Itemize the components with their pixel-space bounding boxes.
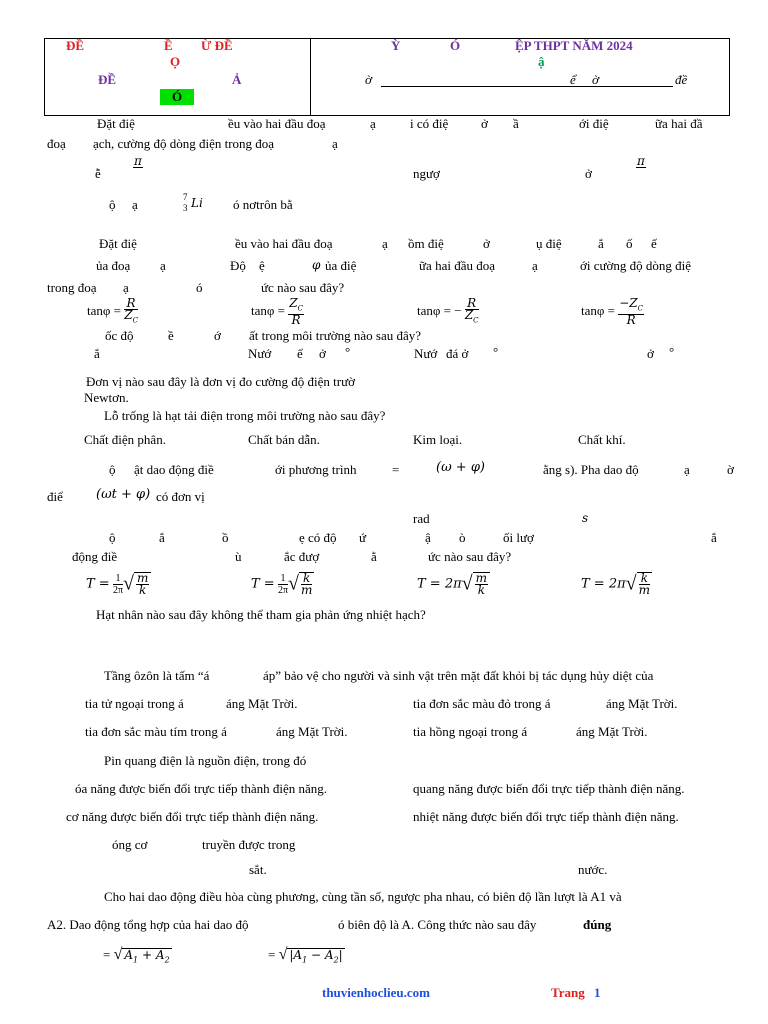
text: Nướ — [414, 346, 438, 361]
text: áp” bảo vệ cho người và sinh vật trên mặt đất khỏi bị tác dụng hủy diệt của — [263, 668, 654, 683]
option: sắt. — [249, 862, 267, 877]
option: Kim loại. — [413, 432, 463, 447]
frac-den: m — [638, 583, 651, 597]
phase-expression: (ω + φ) — [436, 460, 486, 475]
text: ở — [483, 236, 490, 251]
option: cơ năng được biến đổi trực tiếp thành điện năng. — [66, 809, 319, 824]
text: ắ — [159, 530, 165, 545]
option-tan-d — [581, 298, 644, 326]
plus-a: + A — [141, 948, 165, 962]
option: rad — [413, 511, 430, 526]
t-label: T = 2π — [417, 576, 462, 592]
text: ố — [626, 236, 633, 251]
text: ều vào hai đầu đoạ — [235, 236, 333, 251]
frac-den: 2π — [277, 584, 289, 596]
option: áng Mặt Trời. — [276, 724, 348, 739]
header-left-1a: ĐỀ — [66, 38, 85, 53]
text: ẹ có độ — [299, 530, 337, 545]
frac-num: k — [301, 573, 312, 585]
t-label: T = 2π — [581, 576, 626, 592]
text: truyền được trong — [202, 837, 296, 852]
header-right-3d: đề — [675, 72, 688, 87]
text: ắ — [94, 346, 100, 361]
text: ều vào hai đầu đoạ — [228, 116, 326, 131]
sub: 2 — [333, 955, 339, 965]
text: ậ — [425, 530, 431, 545]
abs-bar: | — [338, 948, 343, 962]
eq: = — [268, 947, 276, 962]
option: Chất điện phân. — [84, 432, 166, 447]
a: A — [124, 948, 134, 962]
text: Newtơn. — [84, 390, 129, 405]
header-left-2: Ọ — [170, 54, 181, 69]
text: ó biên độ là A. Công thức nào sau đây — [338, 917, 537, 932]
text: ệ — [259, 258, 265, 273]
text: = — [392, 462, 400, 477]
text: ạ — [370, 116, 376, 131]
frac-num: R — [124, 298, 138, 310]
zc: Z — [464, 308, 474, 322]
mass-number: 7 — [183, 192, 188, 202]
text: A2. Dao động tổng hợp của hai dao độ — [47, 917, 249, 932]
text: Hạt nhân nào sau đây không thể tham gia phản ứng nhiệt hạch? — [96, 607, 426, 622]
frac-den: k — [477, 583, 485, 597]
text: ồ — [222, 530, 229, 545]
frac-den — [465, 310, 479, 326]
frac-num: m — [475, 571, 488, 585]
text: động điề — [72, 549, 118, 564]
option: áng Mặt Trời. — [606, 696, 678, 711]
math-frac — [636, 156, 646, 179]
option-period-d: T = 2π√ $\frac{k}{m}$ — [581, 571, 651, 597]
text: trong đoạ — [47, 280, 97, 295]
text: ạ — [684, 462, 690, 477]
text: ật dao động điề — [134, 462, 214, 477]
frac-num: k — [639, 573, 650, 585]
text: ù — [235, 549, 242, 564]
header-right-1b: Ó — [450, 38, 461, 53]
footer-page-label: Trang — [551, 985, 585, 1000]
text: Lỗ trống là hạt tải điện trong môi trường nào sau đây? — [104, 408, 386, 423]
text: ế — [651, 236, 657, 251]
text: ồm điệ — [408, 236, 444, 251]
phase-expression: (ωt + φ) — [96, 487, 151, 502]
option: nước. — [578, 862, 608, 877]
text: ó — [196, 280, 203, 295]
text: ắ — [711, 530, 717, 545]
text: đoạ — [47, 136, 66, 151]
text: ầ — [513, 116, 519, 131]
sub: 2 — [164, 955, 170, 965]
text: i có điệ — [410, 116, 449, 131]
sqrt-content — [287, 948, 344, 966]
option-tan-a — [87, 298, 138, 326]
text: ữa hai đầu đoạ — [419, 258, 495, 273]
frac-den: R — [626, 313, 636, 328]
frac-den — [124, 310, 138, 326]
degree: ° — [345, 344, 351, 359]
header-right-1a: Ỳ — [391, 38, 401, 53]
option: áng Mặt Trời. — [226, 696, 298, 711]
text: ắ — [598, 236, 604, 251]
zc: Z — [124, 308, 133, 322]
atomic-number: 3 — [183, 203, 188, 213]
option: óa năng được biến đổi trực tiếp thành điện năng. — [75, 781, 328, 796]
footer-page-number: 1 — [594, 985, 601, 1000]
sub: 1 — [133, 955, 139, 965]
phi-symbol: φ — [312, 258, 321, 272]
header-left-3b: Ả — [232, 72, 242, 87]
text: ngượ — [413, 166, 440, 181]
frac-den: R — [291, 313, 301, 328]
tan-label: tanφ = — [251, 303, 285, 319]
text: ạ — [132, 197, 138, 212]
tan-label: tanφ = — [87, 303, 121, 319]
minus-a: − A — [311, 948, 334, 962]
text: ụ điệ — [536, 236, 562, 251]
header-right-2: ậ — [538, 54, 545, 69]
text: ó nơtrôn bằ — [233, 197, 293, 212]
zc: Z — [289, 296, 298, 310]
option: nhiệt năng được biến đổi trực tiếp thành điện năng. — [413, 809, 679, 824]
text: ạ — [160, 258, 166, 273]
frac-den: k — [139, 583, 147, 597]
text: ủa đoạ — [96, 258, 131, 273]
header-right-1c: ỆP THPT NĂM 2024 — [515, 38, 633, 53]
text: ộ — [109, 197, 116, 212]
text: ở — [647, 346, 654, 361]
neg-zc: −Z — [619, 296, 638, 310]
option: tia hồng ngoại trong á — [413, 724, 528, 739]
header-right-3a: ờ — [365, 72, 372, 87]
text: ở — [319, 346, 326, 361]
option: Chất khí. — [578, 432, 626, 447]
text: ề — [168, 328, 174, 343]
header-badge: Ó — [160, 89, 194, 105]
option: áng Mặt Trời. — [576, 724, 648, 739]
option-period-c: T = 2π√ $\frac{m}{k}$ — [417, 572, 490, 596]
header-right-3b: ể — [570, 72, 576, 87]
text: ò — [459, 530, 466, 545]
t-label: T = — [86, 576, 110, 592]
footer-site-link[interactable]: thuvienhoclieu.com — [322, 985, 430, 1000]
frac-num: R — [465, 298, 479, 310]
option: Chất bán dẫn. — [248, 432, 320, 447]
option-period-b: T = $\frac{1}{2\pi}$ √ $\frac{k}{m}$ — [251, 571, 313, 597]
lithium-symbol: Li — [191, 196, 203, 210]
option-formula-b: = √ $|A_1 - A_2|$ — [268, 946, 343, 965]
text: ạ — [532, 258, 538, 273]
sqrt-content — [122, 948, 171, 966]
text: Đặt điệ — [99, 236, 137, 251]
header-underline — [381, 70, 673, 87]
text: ới cường độ dòng điệ — [580, 258, 692, 273]
header-left-1c: Ừ ĐỀ — [201, 38, 233, 53]
text: ở — [585, 166, 592, 181]
header-divider — [310, 39, 311, 115]
frac-den: 2π — [112, 584, 124, 596]
text: Pin quang điện là nguồn điện, trong đó — [104, 753, 307, 768]
header-left-3a: ĐỀ — [98, 72, 117, 87]
option-period-a: T = $\frac{1}{2\pi}$ √ $\frac{m}{k}$ — [86, 572, 151, 596]
option: tia tử ngoại trong á — [85, 696, 184, 711]
text: ạ — [382, 236, 388, 251]
tan-label: tanφ = — [581, 303, 615, 319]
pi-symbol: π — [637, 154, 645, 168]
text: ất trong môi trường nào sau đây? — [249, 328, 422, 343]
text: óng cơ — [112, 837, 148, 852]
header-left-1b: Ề — [164, 38, 173, 53]
degree: ° — [493, 344, 499, 359]
frac-den: m — [301, 583, 313, 597]
text: ối lượ — [503, 530, 534, 545]
text: Tầng ôzôn là tấm “á — [104, 668, 210, 683]
pi-symbol: π — [134, 154, 142, 168]
frac-num: m — [137, 571, 149, 585]
zc-sub: C — [473, 316, 479, 325]
option: quang năng được biến đổi trực tiếp thành điện năng. — [413, 781, 685, 796]
text: ốc độ — [105, 328, 134, 343]
t-label: T = — [251, 576, 275, 592]
text: điể — [47, 489, 63, 504]
abs-a: |A — [289, 948, 303, 962]
text: ớ — [214, 328, 221, 343]
text: ủa điệ — [325, 258, 357, 273]
emphasis-correct: đúng — [583, 917, 612, 932]
tan-label: tanφ = − — [417, 303, 462, 319]
text: có đơn vị — [156, 489, 205, 504]
sub: 1 — [302, 955, 308, 965]
text: ễ — [95, 166, 101, 181]
text: Nướ — [248, 346, 272, 361]
eq: = — [103, 947, 111, 962]
option-formula-a: = √ $A_1 + A_2$ — [103, 946, 170, 965]
text: ới phương trình — [275, 462, 357, 477]
text: ạ — [123, 280, 129, 295]
zc-sub: C — [637, 304, 643, 313]
option: tia đơn sắc màu đỏ trong á — [413, 696, 551, 711]
text: ở — [481, 116, 488, 131]
text: Cho hai dao động điều hòa cùng phương, cùng tần số, ngược pha nhau, có biên độ lần lượt là A1 và — [104, 889, 622, 904]
option-tan-c — [417, 298, 479, 326]
frac-num: 1 — [113, 573, 123, 585]
option: tia đơn sắc màu tím trong á — [85, 724, 227, 739]
text: ứ — [359, 530, 367, 545]
text: ạ — [332, 136, 338, 151]
text: ữa hai đầ — [655, 116, 703, 131]
option-tan-b — [251, 298, 304, 326]
header-right-3c: ờ — [592, 72, 599, 87]
zc-sub: C — [132, 316, 138, 325]
text: ạch, cường độ dòng điện trong đoạ — [93, 136, 275, 151]
text: ộ — [109, 530, 116, 545]
zc-sub: C — [297, 304, 303, 313]
text: ằ — [371, 549, 377, 564]
text: đá ở — [446, 346, 469, 361]
text: ờ — [727, 462, 734, 477]
option: s — [582, 511, 589, 525]
text: ộ — [109, 462, 116, 477]
frac-num: 1 — [278, 573, 288, 585]
text: Đặt điệ — [97, 116, 135, 131]
text: ắc đượ — [284, 549, 320, 564]
text: Đơn vị nào sau đây là đơn vị đo cường độ điện trườ — [86, 374, 356, 389]
text: ức nào sau đây? — [261, 280, 345, 295]
text: Độ — [230, 258, 246, 273]
text: ể — [297, 346, 303, 361]
text: ức nào sau đây? — [428, 549, 512, 564]
text: ới điệ — [579, 116, 609, 131]
degree: ° — [669, 344, 675, 359]
text: ằng s). Pha dao độ — [543, 462, 639, 477]
math-frac — [133, 156, 143, 179]
